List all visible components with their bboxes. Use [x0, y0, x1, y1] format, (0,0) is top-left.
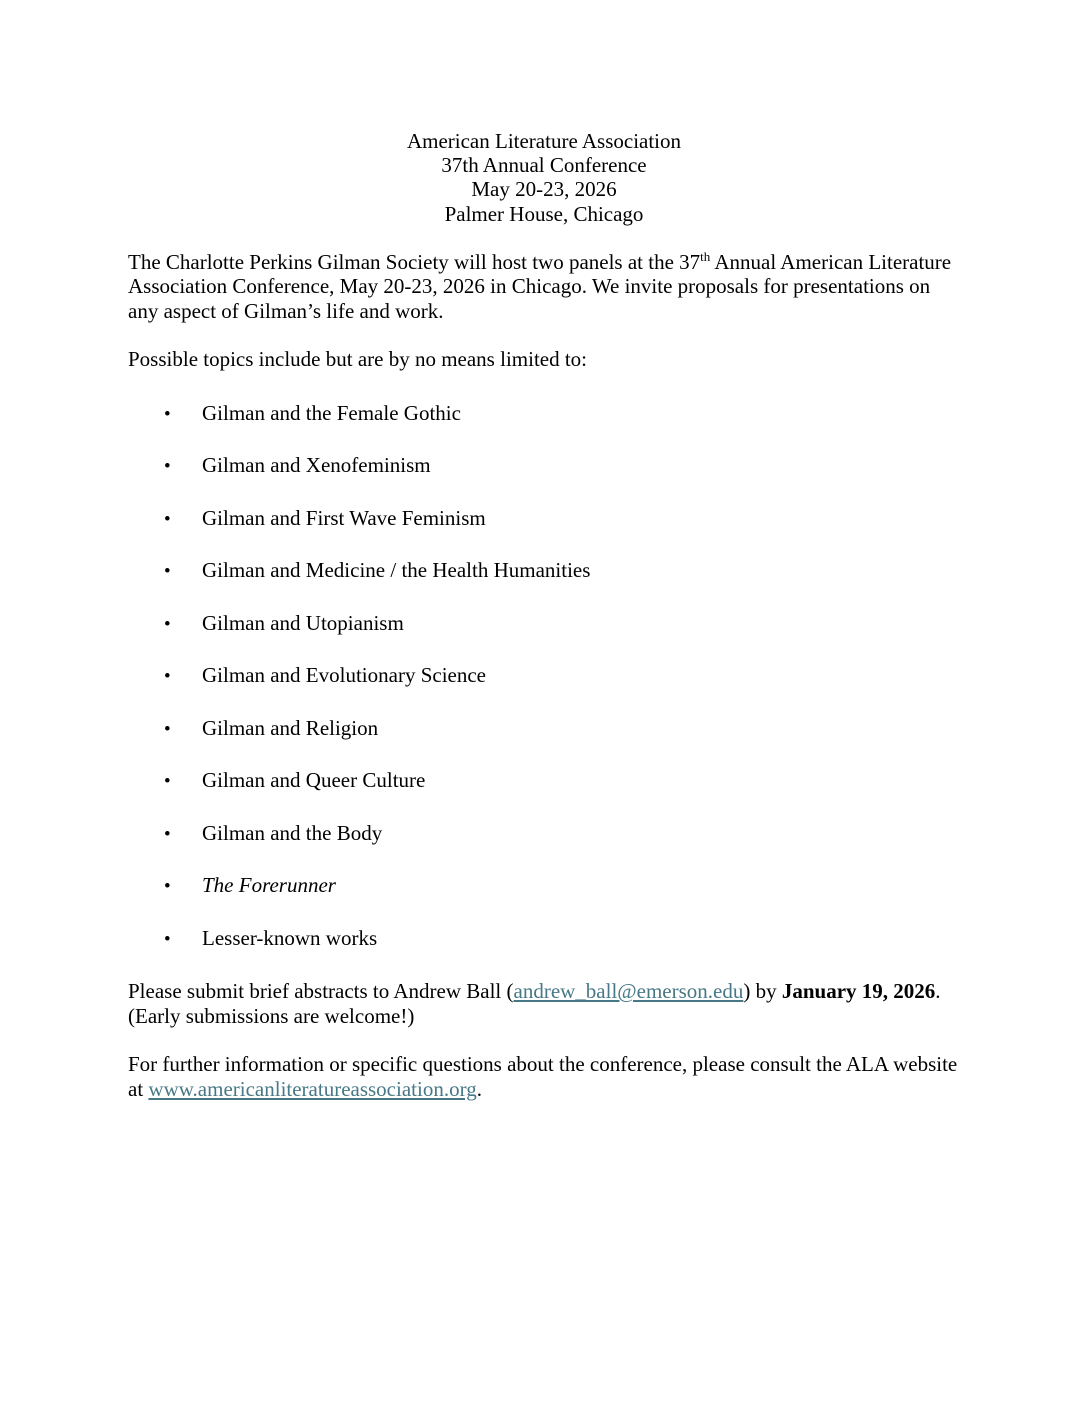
topic-label: The Forerunner — [202, 873, 336, 898]
topic-item — [128, 716, 960, 743]
submission-text-start: Please submit brief abstracts to Andrew Ball ( — [128, 979, 514, 1004]
topic-item — [128, 453, 960, 480]
topic-label: Gilman and the Body — [202, 820, 383, 845]
topic-item — [128, 821, 960, 848]
topic-label: Gilman and Religion — [202, 715, 379, 740]
email-link[interactable]: andrew_ball@emerson.edu — [513, 979, 744, 1004]
topic-item — [128, 401, 960, 428]
bullet-icon: • — [164, 876, 171, 898]
ordinal-superscript: th — [700, 248, 711, 264]
intro-text-start: The Charlotte Perkins Gilman Society will host two panels at the 37 — [128, 249, 701, 274]
bullet-icon: • — [164, 771, 171, 793]
bullet-icon: • — [164, 508, 171, 530]
topic-label: Gilman and Xenofeminism — [202, 453, 431, 478]
bullet-icon: • — [164, 928, 171, 950]
topic-item — [128, 663, 960, 690]
submission-paragraph — [128, 979, 960, 1028]
header-line-association: American Literature Association — [406, 129, 682, 153]
bullet-icon: • — [164, 561, 171, 583]
topic-label: Gilman and Queer Culture — [202, 768, 426, 793]
topic-label: Gilman and Evolutionary Science — [202, 663, 487, 688]
topic-label: Gilman and Utopianism — [202, 610, 404, 635]
topic-label: Gilman and First Wave Feminism — [202, 505, 486, 530]
bullet-icon: • — [164, 613, 171, 635]
bullet-icon: • — [164, 718, 171, 740]
topic-label: Lesser-known works — [202, 925, 378, 950]
topic-item — [128, 926, 960, 953]
intro-paragraph — [128, 250, 960, 324]
submission-text-mid: ) by — [743, 979, 782, 1004]
topic-item — [128, 558, 960, 585]
topic-item — [128, 506, 960, 533]
info-text-end: . — [476, 1076, 482, 1101]
intro-text-end: Annual American Literature Association Conference, May 20-23, 2026 in Chicago. We invite proposals for presentations on any aspect of Gilman’s life and work. — [128, 249, 952, 323]
topics-intro: Possible topics include but are by no means limited to: — [128, 347, 588, 372]
topic-label: Gilman and the Female Gothic — [202, 400, 461, 425]
bullet-icon: • — [164, 456, 171, 478]
document-header — [128, 129, 960, 226]
info-paragraph — [128, 1052, 960, 1101]
topics-list — [128, 401, 960, 953]
header-line-venue: Palmer House, Chicago — [444, 201, 644, 226]
header-line-dates: May 20-23, 2026 — [471, 177, 617, 202]
bullet-icon: • — [164, 403, 171, 425]
deadline-text: January 19, 2026 — [781, 979, 936, 1004]
topic-label: Gilman and Medicine / the Health Humanities — [202, 558, 591, 583]
website-link[interactable]: www.americanliteratureassociation.org — [148, 1076, 477, 1101]
submission-text-end: . (Early submissions are welcome!) — [128, 979, 941, 1028]
topic-item — [128, 873, 960, 900]
info-text-start: For further information or specific questions about the conference, please consult the ALA website at — [128, 1052, 958, 1101]
header-line-conference: 37th Annual Conference — [441, 153, 647, 178]
topic-item — [128, 611, 960, 638]
topic-item — [128, 768, 960, 795]
bullet-icon: • — [164, 823, 171, 845]
bullet-icon: • — [164, 666, 171, 688]
